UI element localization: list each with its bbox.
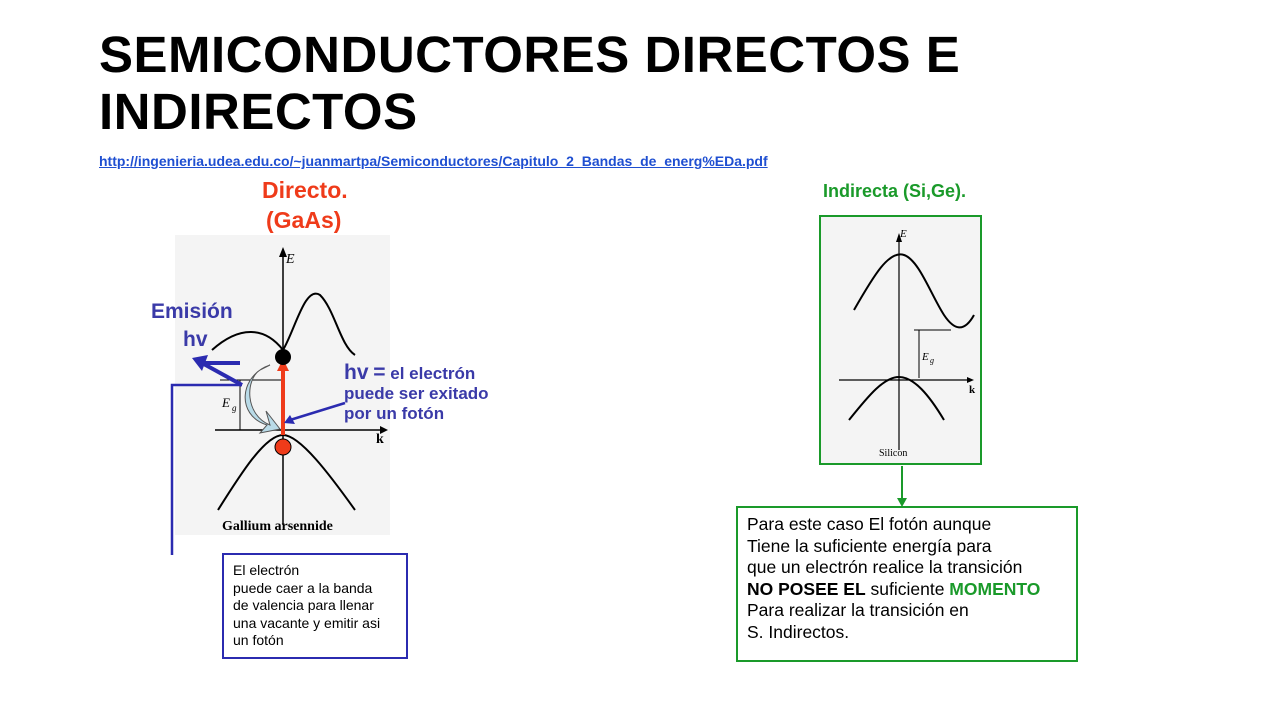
indirect-e-label: E xyxy=(900,228,907,240)
indirect-explanation-box xyxy=(736,506,1078,662)
excitation-equals: = xyxy=(373,361,386,384)
indirect-heading: Indirecta (Si,Ge). xyxy=(823,181,967,201)
direct-box-line: El electrón xyxy=(233,562,300,578)
direct-heading-line1: Directo. xyxy=(262,177,348,203)
indirect-connector-arrow xyxy=(893,466,913,508)
indirect-box-line1: Para este caso El fotón aunque xyxy=(747,514,992,534)
direct-k-label: k xyxy=(376,432,384,447)
slide-title: SEMICONDUCTORES DIRECTOS E INDIRECTOS xyxy=(99,26,961,140)
excitation-line2: puede ser exitado xyxy=(344,384,489,403)
direct-eg-label: E xyxy=(222,395,230,410)
excitation-text xyxy=(344,363,489,424)
electron-dot xyxy=(275,349,291,365)
excitation-line3: por un fotón xyxy=(344,404,445,423)
no-posee-text: NO POSEE EL xyxy=(747,578,866,599)
direct-box-line: un fotón xyxy=(233,632,284,648)
direct-explanation-box xyxy=(222,553,408,659)
indirect-k-label: k xyxy=(969,384,976,396)
excitation-line1: el electrón xyxy=(390,364,476,383)
emission-label: Emisión xyxy=(151,300,233,323)
indirect-eg-label: E xyxy=(922,351,929,363)
indirect-box-line2: Tiene la suficiente energía para xyxy=(747,535,992,556)
suficiente-text: suficiente xyxy=(865,578,950,599)
direct-caption: Gallium arsennide xyxy=(222,519,333,534)
direct-box-line: una vacante y emitir asi xyxy=(233,614,381,631)
direct-e-label: E xyxy=(286,252,295,267)
source-link[interactable]: http://ingenieria.udea.edu.co/~juanmartpa/Semiconductores/Capitulo_2_Bandas_de_energ%EDa.pdf xyxy=(99,153,768,169)
indirect-box-line6: S. Indirectos. xyxy=(747,621,850,642)
indirect-box-line5: Para realizar la transición en xyxy=(747,600,969,620)
indirect-diagram-frame xyxy=(820,216,981,464)
indirect-caption: Silicon xyxy=(879,448,908,459)
momento-text: MOMENTO xyxy=(949,578,1041,599)
emission-symbol: hv xyxy=(183,328,208,351)
hole-dot xyxy=(275,439,291,455)
indirect-eg-sub: g xyxy=(930,356,934,365)
indirect-box-line3: que un electrón realice la transición xyxy=(747,557,1023,577)
direct-box-line: de valencia para llenar xyxy=(233,597,374,613)
direct-eg-sub: g xyxy=(232,403,237,413)
excitation-symbol: hv xyxy=(344,361,369,384)
direct-box-line: puede caer a la banda xyxy=(233,579,373,596)
indirect-box-line4 xyxy=(747,579,1068,601)
indirect-band-diagram xyxy=(819,215,984,467)
excitation-line1-row xyxy=(344,363,489,384)
direct-heading-line2: (GaAs) xyxy=(266,207,342,233)
